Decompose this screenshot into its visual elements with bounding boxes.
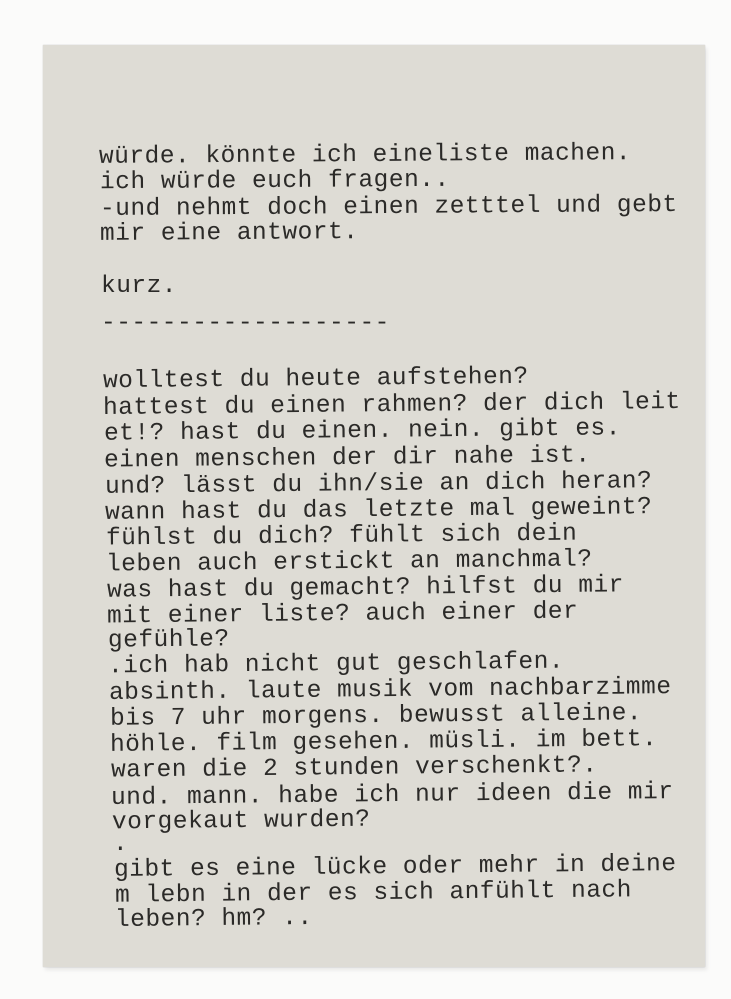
text-line: . [113,831,129,858]
text-line: würde. könnte ich eineliste machen. [98,140,632,171]
text-line: gibt es eine lücke oder mehr in deine [113,851,677,884]
text-line: .ich hab nicht gut geschlafen. [107,648,565,681]
text-line: hattest du einen rahmen? der dich leit [102,388,681,423]
text-line: m lebn in der es sich anfühlt nach [114,877,633,910]
text-line: waren die 2 stunden verschenkt?. [110,752,598,785]
text-line: mir eine antwort. [99,219,359,248]
text-line: leben auch erstickt an manchmal? [105,546,593,579]
text-line: wolltest du heute aufstehen? [102,363,529,396]
text-line: gefühle? [107,626,230,655]
text-line: und? lässt du ihn/sie an dich heran? [104,468,653,501]
text-line: wann hast du das letzte mal geweint? [104,494,653,527]
divider-line: ------------------- [101,310,390,337]
text-line: ich würde euch fragen.. [99,166,450,197]
text-line: was hast du gemacht? hilfst du mir [106,572,625,605]
text-line: et!? hast du einen. nein. gibt es. [103,415,622,448]
text-line: -und nehmt doch einen zetttel und gebt [99,191,678,224]
text-line: absinth. laute musik vom nachbarzimme [108,674,672,707]
text-line: und. mann. habe ich nur ideen die mir [110,779,674,812]
text-line: kurz. [101,273,178,300]
text-line: bis 7 uhr morgens. bewusst alleine. [109,700,643,733]
text-line: fühlst du dich? fühlt sich dein [105,520,578,553]
text-line: einen menschen der dir nahe ist. [103,442,591,475]
text-line: leben? hm? .. [114,904,313,935]
text-line: vorgekaut wurden? [111,806,371,837]
text-line: mit einer liste? auch einer der [106,598,579,631]
text-line: höhle. film gesehen. müsli. im bett. [109,726,658,759]
typewritten-page [43,45,705,967]
